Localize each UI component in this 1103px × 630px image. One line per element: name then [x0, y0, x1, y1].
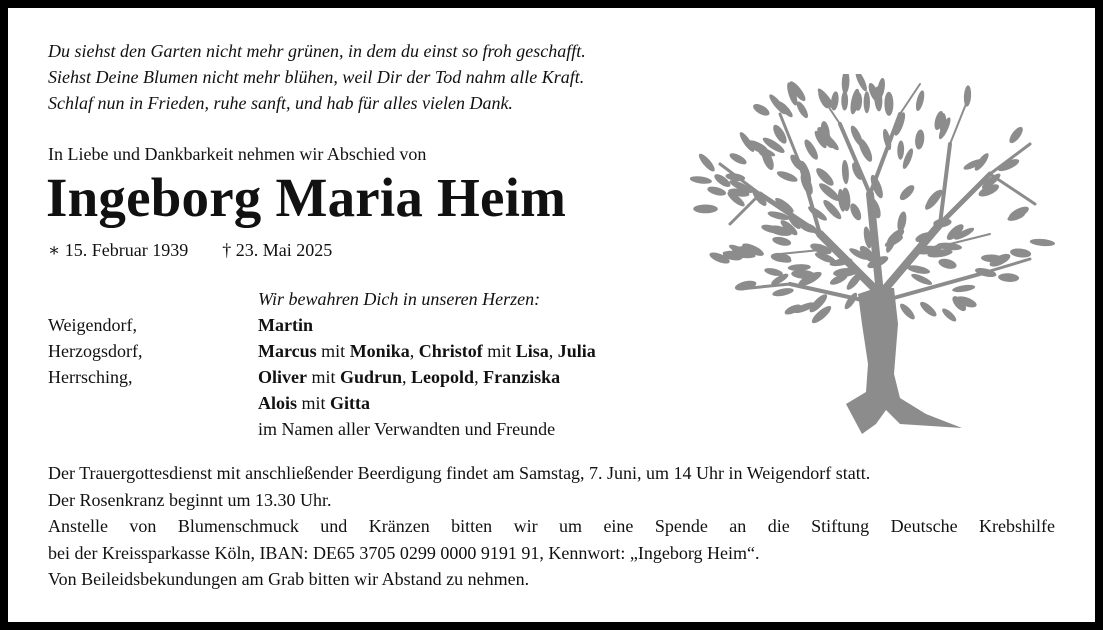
notes-line: bei der Kreissparkasse Köln, IBAN: DE65 3705 0299 0000 9191 91, Kennwort: „Ingeborg Heim“.: [48, 542, 760, 563]
service-notes: [48, 460, 1055, 593]
family-name: Gitta: [330, 393, 371, 413]
family-row: [258, 364, 596, 390]
separator-text: ,: [409, 341, 419, 361]
family-name: Oliver: [258, 367, 307, 387]
place-item: Herzogsdorf,: [48, 341, 143, 361]
family-row: [258, 312, 596, 338]
family-row: [258, 338, 596, 364]
poem-line: Schlaf nun in Frieden, ruhe sanft, und hab für alles vielen Dank.: [48, 93, 513, 113]
separator-text: ,: [474, 367, 484, 387]
connector-text: mit: [297, 393, 331, 413]
connector-text: mit: [482, 341, 516, 361]
intro-text: In Liebe und Dankbarkeit nehmen wir Abschied von: [48, 144, 427, 164]
place-item: Herrsching,: [48, 367, 133, 387]
notes-line: Von Beileidsbekundungen am Grab bitten wir Abstand zu nehmen.: [48, 569, 530, 589]
notes-line: Der Trauergottesdienst mit anschließender Beerdigung findet am Samstag, 7. Juni, um 14 Uhr in Weigendorf statt.: [48, 463, 871, 483]
family-name: Alois: [258, 393, 298, 413]
life-dates: [48, 240, 332, 261]
place-item: Weigendorf,: [48, 315, 138, 335]
family-list: [258, 286, 596, 442]
family-motto: Wir bewahren Dich in unseren Herzen:: [258, 289, 541, 309]
birth-date: ∗ 15. Februar 1939: [48, 240, 189, 260]
family-name: Franziska: [483, 367, 561, 387]
death-date: † 23. Mai 2025: [222, 240, 333, 260]
connector-text: mit: [316, 341, 350, 361]
places-list: [48, 312, 142, 390]
memorial-poem: [48, 38, 586, 116]
connector-text: mit: [306, 367, 340, 387]
separator-text: ,: [548, 341, 558, 361]
poem-line: Siehst Deine Blumen nicht mehr blühen, weil Dir der Tod nahm alle Kraft.: [48, 67, 585, 87]
notes-line: Anstelle von Blumenschmuck und Kränzen bitten wir um eine Spende an die Stiftung Deutsche Krebshilfe: [48, 516, 1055, 536]
family-closing: im Namen aller Verwandten und Freunde: [258, 419, 556, 439]
family-name: Julia: [557, 341, 596, 361]
separator-text: ,: [402, 367, 412, 387]
family-name: Martin: [258, 315, 313, 335]
family-name: Gudrun: [340, 367, 403, 387]
tree-of-life-icon: [690, 74, 1062, 434]
family-row: [258, 390, 596, 416]
family-name: Leopold: [411, 367, 475, 387]
notes-line: Der Rosenkranz beginnt um 13.30 Uhr.: [48, 489, 332, 510]
family-name: Christof: [418, 341, 483, 361]
obituary-notice: [8, 8, 1095, 622]
family-name: Lisa: [515, 341, 549, 361]
family-name: Monika: [349, 341, 410, 361]
family-name: Marcus: [258, 341, 317, 361]
poem-line: Du siehst den Garten nicht mehr grünen, in dem du einst so froh geschafft.: [48, 41, 586, 61]
deceased-name: Ingeborg Maria Heim: [46, 167, 567, 228]
